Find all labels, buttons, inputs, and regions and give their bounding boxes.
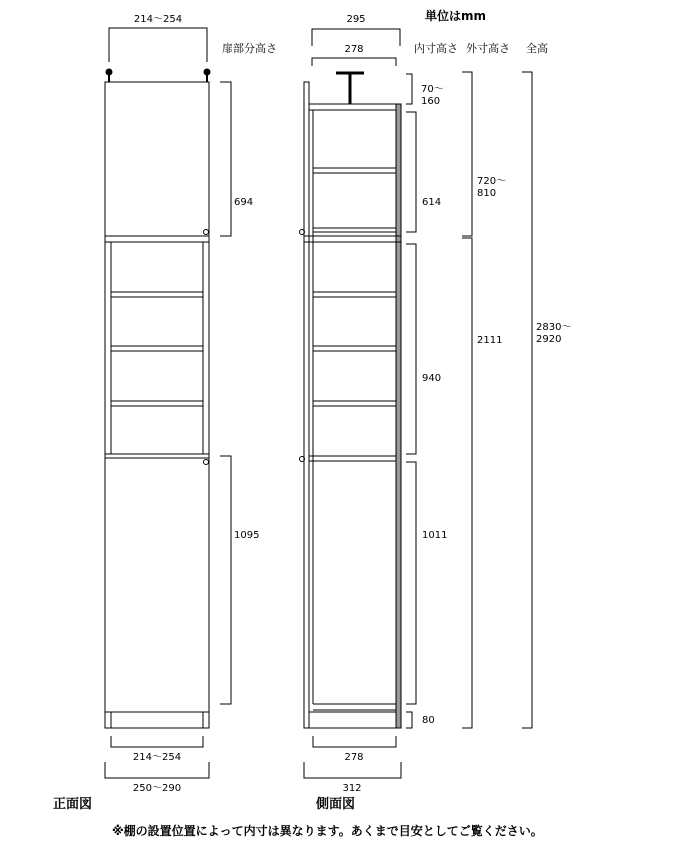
side-gap-label: 70～ 160 xyxy=(421,84,444,107)
front-fixture-right-knob xyxy=(204,69,210,75)
front-door-upper-bracket xyxy=(220,82,231,236)
front-outer-width-label: 250～290 xyxy=(132,783,182,794)
side-gap-bracket xyxy=(406,74,412,104)
header-inner-height: 内寸高さ xyxy=(414,42,458,55)
front-fixture-left-knob xyxy=(106,69,112,75)
total-height-label: 2830～ 2920 xyxy=(536,322,572,345)
header-outer-height: 外寸高さ xyxy=(466,42,510,55)
side-back-panel xyxy=(396,104,401,728)
footnote: ※棚の設置位置によって内寸は異なります。あくまで目安としてご覧ください。 xyxy=(112,824,543,838)
unit-label: 単位はmm xyxy=(425,9,487,23)
front-upper-door-hinge xyxy=(204,230,209,235)
side-view xyxy=(300,29,533,778)
front-lower-door-hinge xyxy=(204,460,209,465)
outer-lower-label: 2111 xyxy=(477,335,503,346)
side-plinth-label: 80 xyxy=(422,715,435,726)
front-door-upper-label: 694 xyxy=(234,197,254,208)
front-top-width-bracket xyxy=(109,28,207,62)
header-total-height: 全高 xyxy=(526,42,548,55)
front-outer-width-bracket xyxy=(105,762,209,778)
side-plinth-bracket xyxy=(406,712,412,728)
front-view-caption: 正面図 xyxy=(53,797,93,812)
side-inner-lower-bracket xyxy=(406,462,416,704)
side-total-depth-bracket xyxy=(304,762,401,778)
side-inner-middle-bracket xyxy=(406,244,416,454)
side-divider-board xyxy=(304,236,401,242)
front-body-outline xyxy=(105,82,209,728)
front-door-lower-bracket xyxy=(220,456,231,704)
side-inner-lower-label: 1011 xyxy=(422,530,448,541)
side-inner-upper-label: 614 xyxy=(422,197,442,208)
side-inner-depth-bracket xyxy=(312,58,396,66)
side-total-depth-label: 312 xyxy=(342,783,362,794)
header-door-height: 扉部分高さ xyxy=(222,42,277,55)
side-outer-depth-label: 295 xyxy=(346,14,366,25)
front-top-width-label: 214～254 xyxy=(133,14,183,25)
outer-lower-bracket xyxy=(462,238,472,728)
front-view xyxy=(105,28,231,778)
total-height-bracket xyxy=(522,72,532,728)
outer-upper-bracket xyxy=(462,72,472,236)
outer-upper-label: 720～ 810 xyxy=(477,176,507,199)
side-inner-upper-bracket xyxy=(406,112,416,232)
side-view-caption: 側面図 xyxy=(316,797,356,812)
side-inner-middle-label: 940 xyxy=(422,373,442,384)
front-inner-width-bracket xyxy=(111,736,203,747)
side-door-panel xyxy=(304,82,309,728)
side-inner-depth-bottom-label: 278 xyxy=(344,752,364,763)
side-inner-depth-top-label: 278 xyxy=(344,44,364,55)
front-inner-width-label: 214～254 xyxy=(132,752,182,763)
side-inner-depth-bottom-bracket xyxy=(313,736,396,747)
front-door-lower-label: 1095 xyxy=(234,530,260,541)
